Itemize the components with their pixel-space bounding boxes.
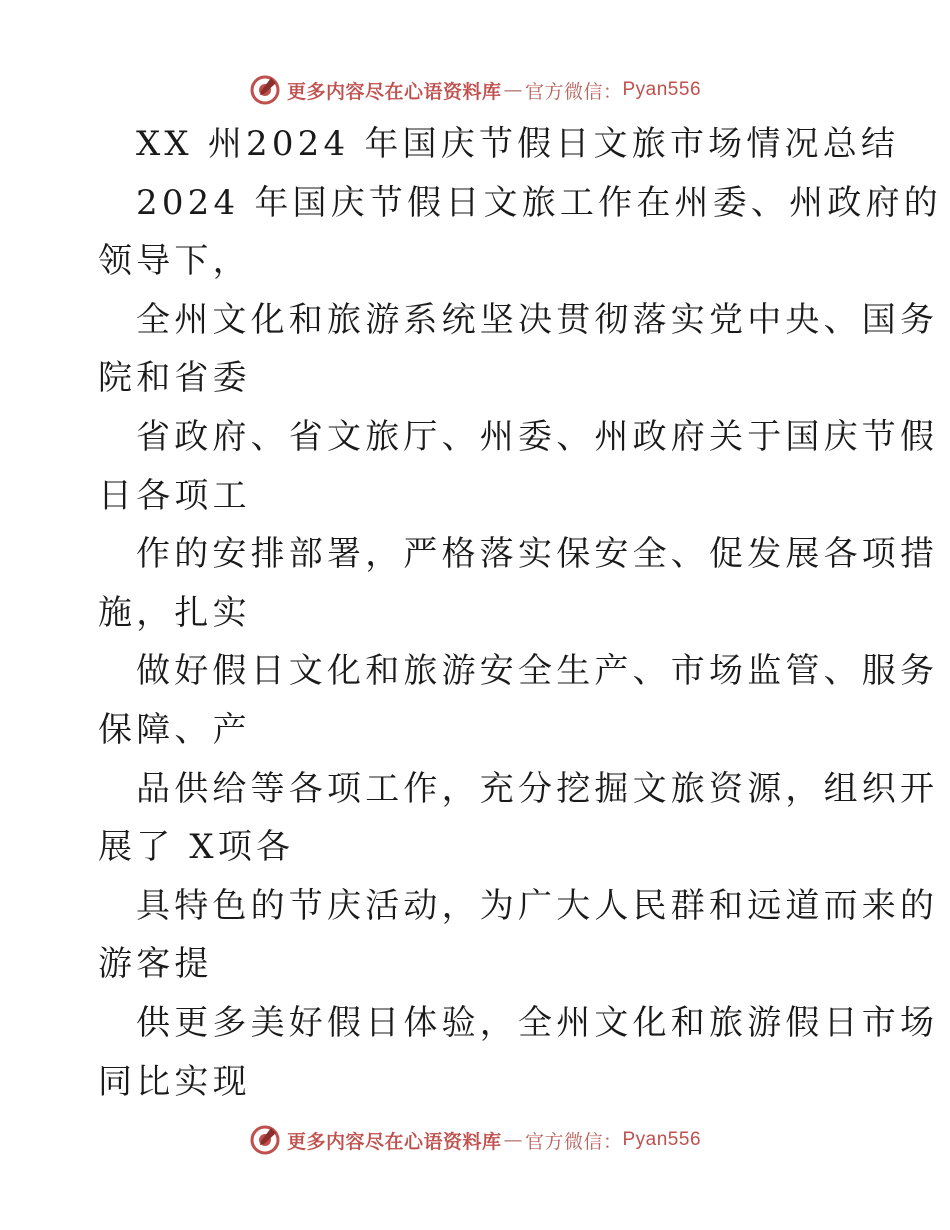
text-line: 2024 年国庆节假日文旅工作在州委、州政府的	[136, 182, 942, 223]
text-line: 院和省委	[98, 358, 251, 399]
text-line: 具特色的节庆活动，为广大人民群和远道而来的	[136, 885, 939, 926]
brand-logo-icon	[249, 1124, 281, 1156]
text-line: 领导下，	[98, 241, 251, 282]
text-line: 省政府、省文旅厅、州委、州政府关于国庆节假	[136, 416, 939, 457]
text-line: 施，扎实	[98, 592, 251, 633]
text-line: 保障、产	[98, 709, 251, 750]
text-line: 做好假日文化和旅游安全生产、市场监管、服务	[136, 651, 939, 692]
text-line: 日各项工	[98, 475, 251, 516]
banner-wechat-id: Pyan556	[622, 79, 702, 100]
document-body	[98, 115, 942, 1111]
banner-label: 官方微信：	[524, 80, 623, 103]
header-banner	[0, 70, 950, 110]
banner-label: 官方微信：	[524, 1130, 623, 1153]
banner-separator: —	[503, 79, 523, 101]
footer-banner	[0, 1120, 950, 1160]
banner-brand: 更多内容尽在心语资料库	[286, 1130, 502, 1153]
text-line: 展了 X项各	[98, 827, 295, 868]
text-line: 供更多美好假日体验，全州文化和旅游假日市场	[136, 1002, 939, 1043]
text-line: 全州文化和旅游系统坚决贯彻落实党中央、国务	[136, 299, 939, 340]
banner-wechat-id: Pyan556	[622, 1129, 702, 1150]
brand-logo-icon	[249, 74, 281, 106]
document-title: XX 州2024 年国庆节假日文旅市场情况总结	[136, 124, 900, 164]
banner-separator: —	[503, 1129, 523, 1151]
text-line: 作的安排部署，严格落实保安全、促发展各项措	[136, 534, 939, 575]
banner-brand: 更多内容尽在心语资料库	[286, 80, 502, 103]
text-line: 同比实现	[98, 1061, 251, 1102]
text-line: 游客提	[98, 944, 213, 985]
text-line: 品供给等各项工作，充分挖掘文旅资源，组织开	[136, 768, 939, 809]
